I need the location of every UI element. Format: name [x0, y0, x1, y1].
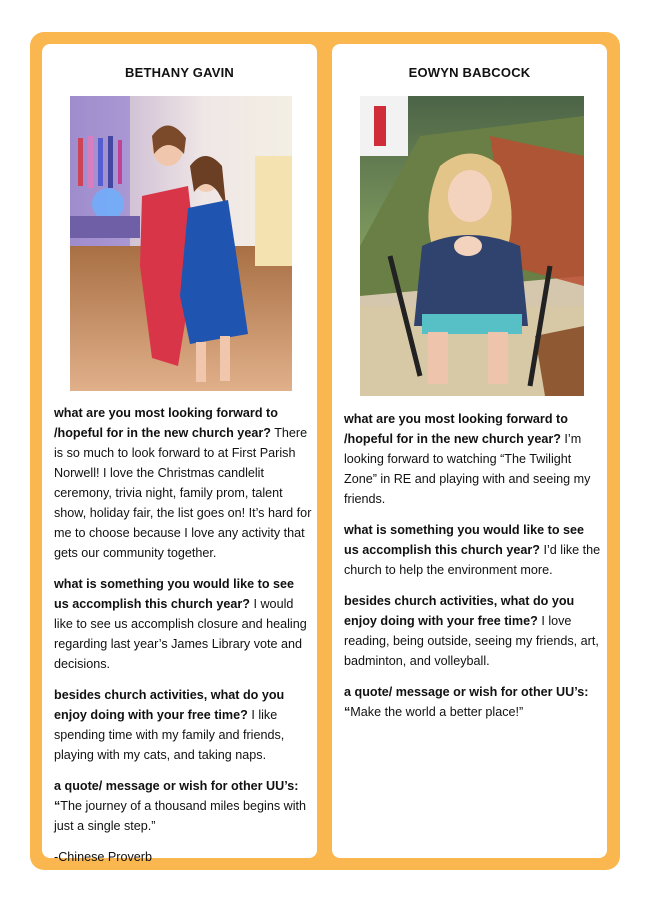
- question-2: what is something you would like to see us accomplish this church year?: [54, 577, 295, 611]
- quote-mark: “: [344, 705, 351, 719]
- question-4: a quote/ message or wish for other UU’s:: [344, 685, 589, 699]
- answer-4: The journey of a thousand miles begins with just a single step.”: [54, 799, 307, 833]
- qa-item-3: [54, 685, 312, 765]
- quote-attribution: -Chinese Proverb: [54, 850, 152, 864]
- answer-1: I’m looking forward to watching “The Twilight Zone” in RE and playing with and seeing my friends.: [344, 432, 591, 506]
- question-1: what are you most looking forward to /hopeful for in the new church year?: [344, 412, 568, 446]
- answer-2: I’d like the church to help the environment more.: [344, 543, 601, 577]
- answer-1: There is so much to look forward to at First Parish Norwell! I love the Christmas candlelit ceremony, trivia night, family prom, talent show, holiday fair, the list goes on! It’s hard for me to choose because I love any activity that gets our community together.: [54, 426, 312, 560]
- qa-item-2: [54, 574, 312, 674]
- qa-section: [54, 403, 312, 878]
- qa-item-1: [54, 403, 312, 563]
- answer-2: I would like to see us accomplish closure and healing regarding last year’s James Library vote and decisions.: [54, 597, 307, 671]
- question-4: a quote/ message or wish for other UU’s:: [54, 779, 299, 793]
- answer-3: I love reading, being outside, seeing my friends, art, badminton, and volleyball.: [344, 614, 599, 668]
- question-3: besides church activities, what do you enjoy doing with your free time?: [344, 594, 575, 628]
- question-2: what is something you would like to see us accomplish this church year?: [344, 523, 585, 557]
- qa-item-4: [344, 682, 602, 722]
- profile-photo: [360, 96, 584, 396]
- qa-item-3: [344, 591, 602, 671]
- answer-4: Make the world a better place!”: [350, 705, 524, 719]
- question-1: what are you most looking forward to /hopeful for in the new church year?: [54, 406, 278, 440]
- question-3: besides church activities, what do you enjoy doing with your free time?: [54, 688, 285, 722]
- profile-photo: [70, 96, 292, 391]
- orange-frame: [30, 32, 620, 870]
- qa-section: [344, 409, 602, 733]
- profile-name: BETHANY GAVIN: [124, 65, 235, 80]
- qa-item-2: [344, 520, 602, 580]
- profile-card-eowyn: [332, 44, 607, 858]
- photo-girl-camping-chair-icon: [360, 96, 584, 396]
- qa-item-4: [54, 776, 312, 836]
- quote-mark: “: [54, 799, 61, 813]
- profile-card-bethany: [42, 44, 317, 864]
- profile-name: EOWYN BABCOCK: [408, 65, 531, 80]
- answer-3: I like spending time with my family and friends, playing with my cats, and taking naps.: [54, 708, 285, 762]
- photo-two-people-dancing-icon: [70, 96, 292, 391]
- qa-item-1: [344, 409, 602, 509]
